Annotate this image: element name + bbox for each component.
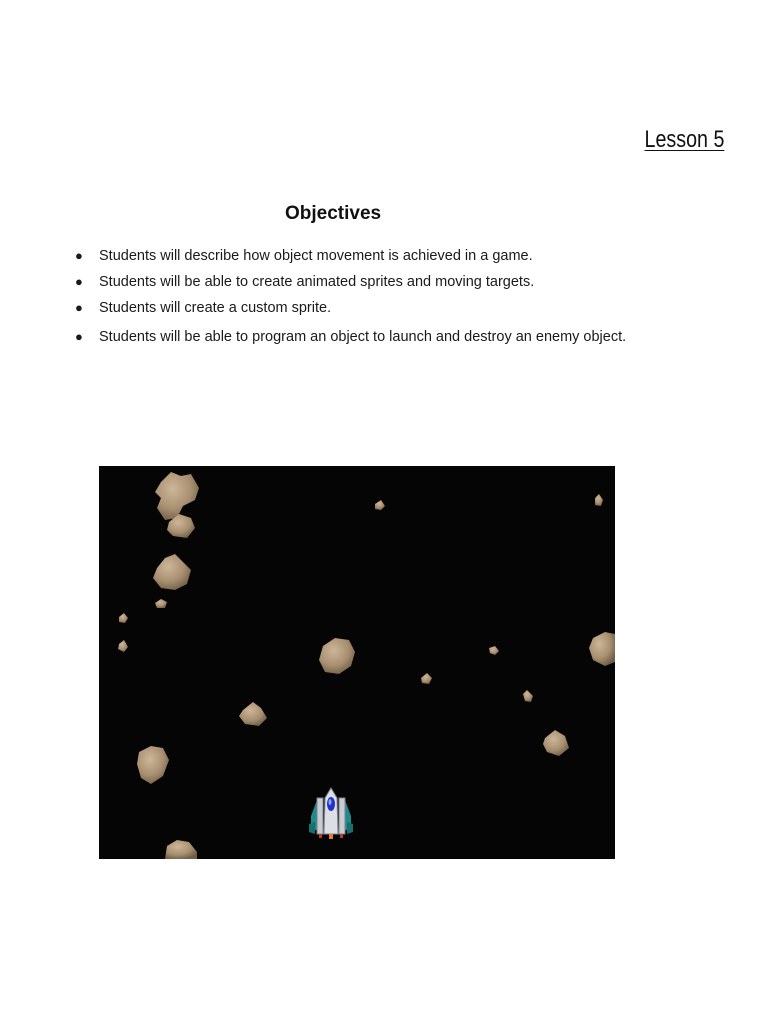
asteroid (319, 638, 355, 674)
asteroid (155, 599, 167, 608)
objective-text: Students will be able to create animated sprites and moving targets. (99, 274, 535, 290)
asteroid (119, 613, 128, 623)
game-scene (99, 466, 615, 859)
asteroid (421, 673, 432, 684)
list-item (75, 248, 533, 264)
asteroid (489, 646, 499, 655)
lesson-title: Lesson 5 (644, 126, 724, 153)
bullet-icon: ● (75, 329, 83, 344)
list-item (75, 274, 534, 290)
asteroid (543, 730, 569, 756)
objective-text: Students will create a custom sprite. (99, 300, 332, 316)
asteroid (375, 500, 385, 510)
objectives-heading: Objectives (285, 203, 382, 224)
objective-text: Students will be able to program an object to launch and destroy an enemy object. (99, 329, 627, 345)
game-screenshot (99, 466, 615, 859)
asteroid (118, 640, 128, 652)
asteroid (153, 554, 191, 590)
bullet-icon: ● (75, 248, 83, 263)
list-item (75, 329, 626, 345)
bullet-icon: ● (75, 300, 83, 315)
player-spaceship (309, 788, 353, 839)
asteroid (595, 494, 603, 506)
asteroid (165, 840, 197, 859)
bullet-icon: ● (75, 274, 83, 289)
asteroid (523, 690, 533, 702)
asteroid (137, 746, 169, 784)
asteroid (589, 632, 615, 666)
list-item (75, 300, 331, 316)
asteroid (155, 472, 199, 520)
asteroid (239, 702, 267, 726)
objective-text: Students will describe how object movement is achieved in a game. (99, 248, 533, 264)
